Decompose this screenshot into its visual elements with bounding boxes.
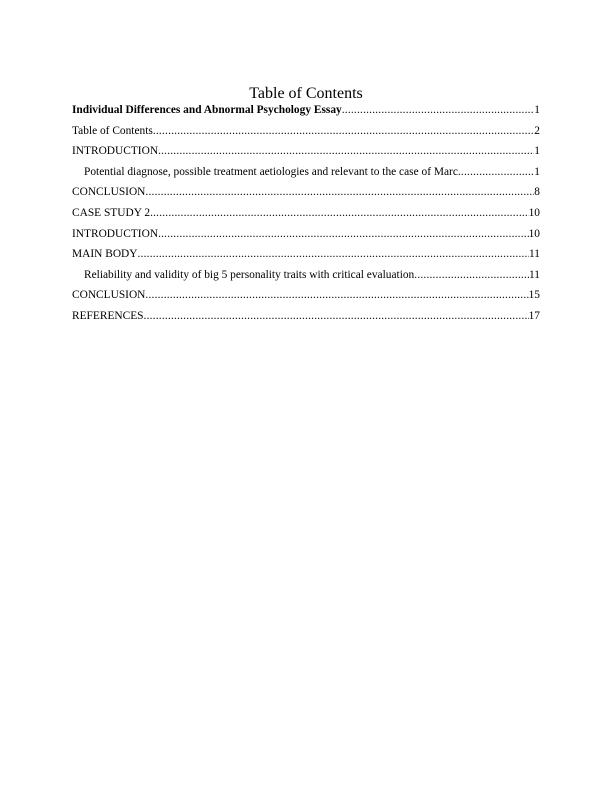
toc-entry-label: Potential diagnose, possible treatment aetiologies and relevant to the case of Marc xyxy=(84,165,458,178)
toc-entry[interactable] xyxy=(72,227,540,248)
toc-entry-label: Reliability and validity of big 5 personality traits with critical evaluation xyxy=(84,268,415,281)
toc-entry-label: CONCLUSION xyxy=(72,289,146,302)
toc-dot-leader xyxy=(342,103,535,117)
toc-entry-page: 11 xyxy=(529,268,540,281)
toc-entry[interactable] xyxy=(72,165,540,186)
toc-entry[interactable] xyxy=(72,206,540,227)
toc-title: Table of Contents xyxy=(249,85,363,102)
toc-entry-page: 2 xyxy=(534,124,540,137)
toc-dot-leader xyxy=(145,288,528,302)
toc-entry-page: 10 xyxy=(528,227,540,240)
toc-dot-leader xyxy=(138,247,530,261)
toc-entry-label: CONCLUSION xyxy=(72,186,146,199)
toc-entry-page: 1 xyxy=(534,145,540,158)
toc-entry-page: 17 xyxy=(528,309,540,322)
toc-dot-leader xyxy=(144,309,529,323)
toc-entry[interactable] xyxy=(72,288,540,309)
toc-entry[interactable] xyxy=(72,144,540,165)
toc-entry-page: 1 xyxy=(534,104,540,116)
toc-dot-leader xyxy=(158,227,529,241)
toc-entry-label: INTRODUCTION xyxy=(72,145,159,158)
toc-entry[interactable] xyxy=(72,247,540,268)
toc-dot-leader xyxy=(414,268,529,282)
toc-entry-label: CASE STUDY 2 xyxy=(72,206,151,219)
toc-entry-page: 8 xyxy=(534,186,540,199)
toc-entry[interactable] xyxy=(72,268,540,289)
toc-entry-page: 11 xyxy=(529,248,540,261)
toc-entry-label: Table of Contents xyxy=(72,124,153,137)
toc-list xyxy=(72,103,540,330)
toc-entry-page: 10 xyxy=(528,206,540,219)
toc-entry-page: 15 xyxy=(528,289,540,302)
toc-entry-label: INTRODUCTION xyxy=(72,227,159,240)
toc-dot-leader xyxy=(158,144,534,158)
toc-dot-leader xyxy=(150,206,529,220)
toc-entry[interactable] xyxy=(72,309,540,330)
toc-dot-leader xyxy=(153,124,534,138)
toc-entry-label: MAIN BODY xyxy=(72,248,138,261)
toc-entry-label: REFERENCES xyxy=(72,309,144,322)
toc-dot-leader xyxy=(145,185,534,199)
toc-entry[interactable] xyxy=(72,103,540,124)
toc-entry-page: 1 xyxy=(534,165,540,178)
toc-dot-leader xyxy=(458,165,534,179)
toc-entry[interactable] xyxy=(72,124,540,145)
toc-entry-label: Individual Differences and Abnormal Psychology Essay xyxy=(72,104,342,116)
toc-entry[interactable] xyxy=(72,185,540,206)
